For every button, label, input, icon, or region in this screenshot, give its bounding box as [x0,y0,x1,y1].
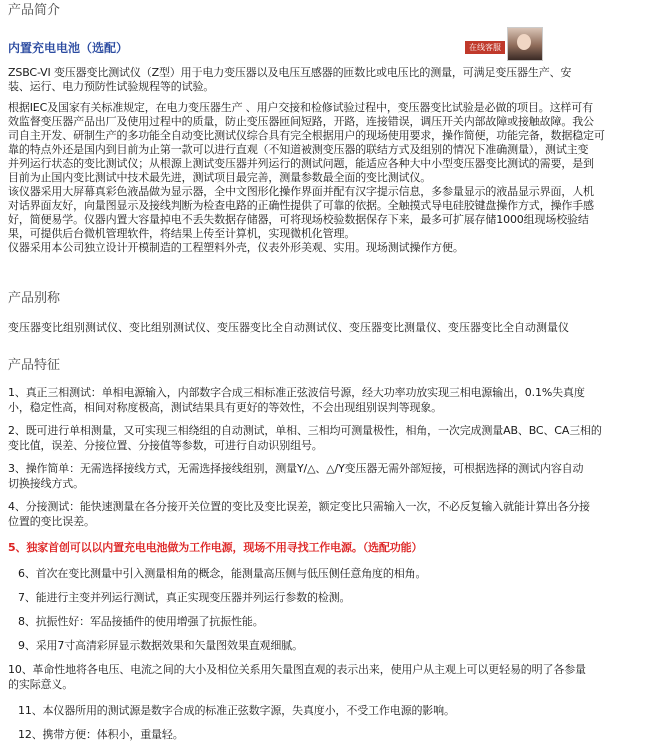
feature-item: 4、分接测试：能快速测量在各分接开关位置的变比及变比误差，额定变比只需输入一次，不必反复输入就能计算出各分接 位置的变比误差。 [8,500,590,528]
alias-section-title: 产品别称 [8,291,61,306]
product-alias: 变压器变比组别测试仪、变比组别测试仪、变压器变比全自动测试仪、变压器变比测量仪、变压器变比全自动测量仪 [8,321,569,334]
feature-item-highlight: 5、独家首创可以以内置充电电池做为工作电源，现场不用寻找工作电源。（选配功能） [8,541,423,554]
feature-item: 12、携带方便：体积小，重量轻。 [18,728,184,741]
feature-item: 7、能进行主变并列运行测试，真正实现变压器并列运行参数的检测。 [18,591,351,604]
product-intro-line: ZSBC-VI 变压器变比测试仪（Z型）用于电力变压器以及电压互感器的匝数比或电压比的测量，可满足变压器生产、安 装、运行、电力预防性试验规程等的试验。 [8,66,572,93]
intro-section-title: 产品简介 [8,3,61,18]
product-name: 内置充电电池（选配） [8,41,129,55]
feature-item: 2、既可进行单相测量，又可实现三相绕组的自动测试，单相、三相均可测量极性，相角，一次完成测量AB、BC、CA三相的 变比值，误差、分接位置、分接值等参数，可进行自动识别组号。 [8,424,602,452]
online-service-button[interactable]: 在线客服 [465,41,505,54]
feature-item: 3、操作简单：无需选择接线方式，无需选择接线组别，测量Y/△、△/Y变压器无需外部短接，可根据选择的测试内容自动 切换接线方式。 [8,462,584,490]
product-intro-body: 根据IEC及国家有关标准规定，在电力变压器生产 、用户交接和检修试验过程中，变压器变比试验是必做的项目。这样可有 效监督变压器产品出厂及使用过程中的质量，防止变压器匝间短路，开路，连接错误，调压开关内部故障或接触故障。我公 司自主开发、研制生产的多功能全自动变比测试仪综合具有完全根据用户的现场使用要求，操作简便，功能完备，数据稳定可 靠的特点外还是国内到目前为止第一款可以进行直观（不知道被测变压器的联结方式及组别的情况下准确测量），测试主变 并列运行状态的变比测试仪；从根源上测试变压器并列运行的测试问题，能适应各种大中小型变压器变比测试的需要，是到 目前为止国内变比测试中技术最先进，测试项目最完善，测量参数最全面的变比测试仪。 该仪器采用大屏幕真彩色液晶做为显示器，全中文图形化操作界面并配有汉字提示信息，多参量显示的液晶显示界面，人机 对话界面友好，向量图显示及接线判断为检查电路的正确性提供了可靠的依据。全触摸式导电硅胶键盘操作方式，操作手感 好，简便易学。仪器内置大容量掉电不丢失数据存储器，可将现场校验数据保存下来，最多可扩展存储1000组现场校验结 果，可提供后台微机管理软件，将结果上传至计算机，实现微机化管理。 仪器采用本公司独立设计开模制造的工程塑料外壳，仪表外形美观、实用。现场测试操作方便。 [8,101,605,254]
features-section-title: 产品特征 [8,358,61,373]
feature-item: 1、真正三相测试：单相电源输入，内部数字合成三相标准正弦波信号源，经大功率功放实现三相电源输出，0.1%失真度 小，稳定性高，相间对称度极高，测试结果具有更好的等效性，不会出现组别误判等现象。 [8,386,585,414]
feature-item: 8、抗振性好：军品接插件的使用增强了抗振性能。 [18,615,264,628]
feature-item: 6、首次在变比测量中引入测量相角的概念，能测量高压侧与低压侧任意角度的相角。 [18,567,427,580]
feature-item: 11、本仪器所用的测试源是数字合成的标准正弦数字源，失真度小，不受工作电源的影响。 [18,704,455,717]
service-avatar[interactable] [507,27,543,61]
avatar-face [517,34,531,50]
feature-item: 10、革命性地将各电压、电流之间的大小及相位关系用矢量图直观的表示出来，使用户从主观上可以更轻易的明了各参量 的实际意义。 [8,663,586,691]
feature-item: 9、采用7寸高清彩屏显示数据效果和矢量图效果直观细腻。 [18,639,303,652]
